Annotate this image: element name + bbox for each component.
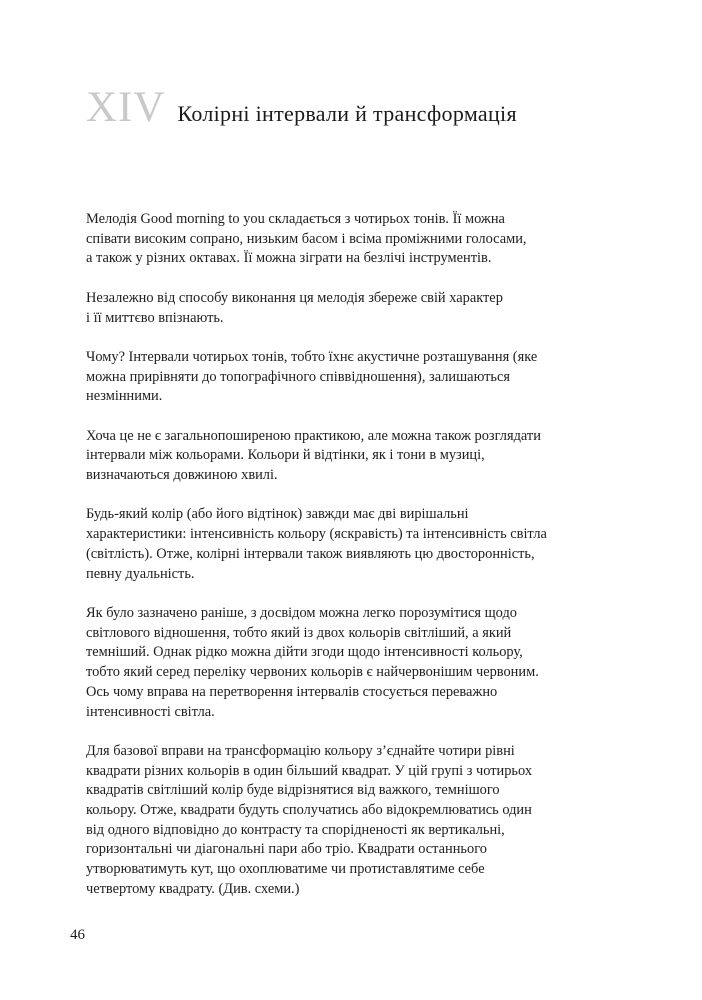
paragraph <box>86 742 596 900</box>
text-line: і її миттєво впізнають. <box>86 309 224 326</box>
paragraph <box>86 427 596 486</box>
text-line: Незалежно від способу виконання ця мелодія збереже свій характер <box>86 289 503 306</box>
text-line: квадратів світліший колір буде відрізнятися від важкого, темнішого <box>86 782 500 799</box>
text-line: темніший. Однак рідко можна дійти згоди щодо інтенсивності кольору, <box>86 644 523 661</box>
text-line: Як було зазначено раніше, з досвідом можна легко порозумітися щодо <box>86 604 517 621</box>
text-line: Для базової вправи на трансформацію кольору з’єднайте чотири рівні <box>86 742 515 759</box>
text-line: а також у різних октавах. Її можна зіграти на безлічі інструментів. <box>86 250 492 267</box>
text-line: Хоча це не є загальнопоширеною практикою, але можна також розглядати <box>86 427 541 444</box>
text-line: співати високим сопрано, низьким басом і всіма проміжними голосами, <box>86 230 527 247</box>
chapter-numeral: XIV <box>86 84 166 131</box>
text-line: тобто який серед переліку червоних кольорів є найчервонішим червоним. <box>86 664 539 681</box>
text-line: від одного відповідно до контрасту та спорідненості як вертикальні, <box>86 821 505 838</box>
text-line: Чому? Інтервали чотирьох тонів, тобто їхнє акустичне розташування (яке <box>86 348 538 365</box>
paragraph <box>86 348 596 407</box>
text-line: можна прирівняти до топографічного співвідношення), залишаються <box>86 368 510 385</box>
text-line: інтенсивності світла. <box>86 703 215 720</box>
text-line: інтервали між кольорами. Кольори й відтінки, як і тони в музиці, <box>86 447 485 464</box>
text-line: Ось чому вправа на перетворення інтервалів стосується переважно <box>86 683 498 700</box>
chapter-title: Колірні інтервали й трансформація <box>177 101 517 126</box>
text-line: незмінними. <box>86 388 163 405</box>
text-line: четвертому квадрату. (Див. схеми.) <box>86 880 300 897</box>
text-line: утворюватимуть кут, що охоплюватиме чи протиставлятиме себе <box>86 861 485 878</box>
text-line: квадрати різних кольорів в один більший квадрат. У цій групі з чотирьох <box>86 762 533 779</box>
text-line: характеристики: інтенсивність кольору (яскравість) та інтенсивність світла <box>86 526 547 543</box>
text-line: (світлість). Отже, колірні інтервали також виявляють цю двосторонність, <box>86 545 535 562</box>
page-number: 46 <box>70 927 85 943</box>
text-line: Мелодія Good morning to you складається з чотирьох тонів. Її можна <box>86 211 505 227</box>
text-line: Будь-який колір (або його відтінок) завжди має дві вирішальні <box>86 506 469 523</box>
paragraph <box>86 210 596 269</box>
text-line: визначаються довжиною хвилі. <box>86 467 278 484</box>
text-line: певну дуальність. <box>86 565 195 582</box>
text-line: кольору. Отже, квадрати будуть сполучатись або відокремлюватись один <box>86 802 532 818</box>
paragraph <box>86 289 596 328</box>
text-line: горизонтальні чи діагональні пари або тріо. Квадрати останнього <box>86 841 487 858</box>
chapter-header <box>86 86 517 129</box>
paragraph <box>86 505 596 584</box>
text-line: світлового відношення, тобто який із двох кольорів світліший, а який <box>86 624 512 641</box>
body-text <box>86 210 596 919</box>
paragraph <box>86 604 596 722</box>
